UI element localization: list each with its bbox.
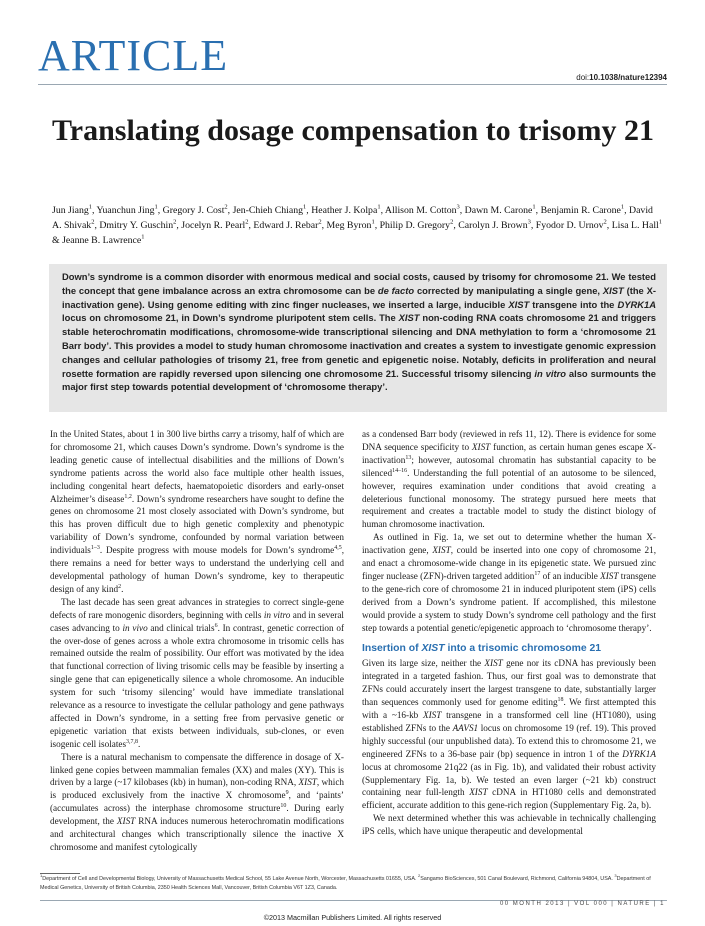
body-paragraph: In the United States, about 1 in 300 live births carry a trisomy, half of which are for chromosome 21, which causes Down’s syndrome. Down’s syndrome is the leading genetic cause of intellectual disabilities and the millions of Down’s syndrome patients across the world also face multiple other health issues, including congenital heart defects, haematopoietic disorders and early-onset Alzheimer’s disease$^{1,2}$. Down’s syndrome researchers have sought to define the genes on chromosome 21 most closely associated with Down’s syndrome, but this has proven difficult due to high genetic complexity and phenotypic variability of Down’s syndrome, confounded by normal variation between individuals$^{1-3}$. Despite progress with mouse models for Down’s syndrome$^{4,5}$, there remains a need for better ways to understand the underlying cell and developmental pathology of human Down’s syndrome, key to therapeutic design of any kind$^2$. bbox=[50, 429, 344, 594]
body-paragraph: Given its large size, neither the XIST gene nor its cDNA has previously been integrated in a targeted fashion. Thus, our first goal was to demonstrate that ZFNs could accurately insert the largest transgene to date, substantially larger than sequences commonly used for genome editing$^{18}$. We first attempted this with a ~16-kb XIST transgene in a transformed cell line (HT1080), using established ZFNs to the AAVS1 locus on chromosome 19 (ref. 19). This proved highly successful (our unpublished data). To extend this to chromosome 21, we engineered ZFNs to a 36-base pair (bp) sequence in intron 1 of the DYRK1A locus at chromosome 21q22 (as in Fig. 1b), and validated their robust activity (Supplementary Fig. 1a, b). We tested an even larger (~21 kb) construct containing near full-length XIST cDNA in HT1080 cells and demonstrated efficient, accurate addition to this gene-rich region (Supplementary Fig. 2a, b). bbox=[362, 658, 657, 811]
abstract-text: Down’s syndrome is a common disorder with enormous medical and social costs, caused by trisomy for chromosome 21. We tested the concept that gene imbalance across an extra chromosome can be de facto corrected by manipulating a single gene, XIST (the X-inactivation gene). Using genome editing with zinc finger nucleases, we inserted a large, inducible XIST transgene into the DYRK1A locus on chromosome 21, in Down’s syndrome pluripotent stem cells. The XIST non-coding RNA coats chromosome 21 and triggers stable heterochromatin modifications, chromosome-wide transcriptional silencing and DNA methylation to form a ‘chromosome 21 Barr body’. This provides a model to study human chromosome inactivation and creates a system to investigate genomic expression changes and cellular pathologies of trisomy 21, free from genetic and epigenetic noise. Notably, deficits in proliferation and neural rosette formation are rapidly reversed upon silencing one chromosome 21. Successful trisomy silencing in vitro also surmounts the major first step towards potential development of ‘chromosome therapy’. bbox=[62, 271, 656, 393]
section-label: ARTICLE bbox=[38, 31, 229, 80]
footnote-rule bbox=[40, 873, 80, 874]
body-column-left bbox=[50, 428, 344, 854]
doi-line bbox=[576, 73, 667, 82]
author-list: Jun Jiang$^1$, Yuanchun Jing$^1$, Gregory J. Cost$^2$, Jen-Chieh Chiang$^1$, Heather J. Kolpa$^1$, Allison M. Cotton$^3$, Dawn M. Carone$^1$, Benjamin R. Carone$^1$, David A. Shivak$^2$, Dmitry Y. Guschin$^2$, Jocelyn R. Pearl$^2$, Edward J. Rebar$^2$, Meg Byron$^1$, Philip D. Gregory$^2$, Carolyn J. Brown$^3$, Fyodor D. Urnov$^2$, Lisa L. Hall$^1$ & Jeanne B. Lawrence$^1$ bbox=[52, 203, 663, 246]
copyright-line: ©2013 Macmillan Publishers Limited. All rights reserved bbox=[263, 913, 442, 922]
body-paragraph: There is a natural mechanism to compensate the difference in dosage of X-linked gene copies between mammalian females (XX) and males (XY). This is driven by a large (~17 kilobases (kb) in human), non-coding RNA, XIST, which is produced exclusively from the inactive X chromosome$^9$, and ‘paints’ (accumulates across) the interphase chromosome structure$^{10}$. During early development, the XIST RNA induces numerous heterochromatin modifications and architectural changes which transcriptionally silence the inactive X chromosome and manifest cytologically bbox=[50, 751, 345, 852]
doi-prefix: doi: bbox=[576, 73, 590, 82]
body-paragraph: As outlined in Fig. 1a, we set out to determine whether the human X-inactivation gene, XIST, could be inserted into one copy of chromosome 21, and enact a chromosome-wide change in its epigenetic state. We pursued zinc finger nuclease (ZFN)-driven targeted addition$^{17}$ of an inducible XIST transgene to the gene-rich core of chromosome 21 in induced pluripotent stem (iPS) cells derived from a Down’s syndrome patient. If accomplished, this milestone would provide a system to study Down’s syndrome cell pathology and the first step towards a potential genetic/epigenetic approach to ‘chromosome therapy’. bbox=[362, 532, 656, 633]
section-heading: Insertion of XIST into a trisomic chromosome 21 bbox=[362, 642, 602, 654]
body-column-right bbox=[362, 428, 656, 838]
affiliations-footnote: $^1$Department of Cell and Developmental Biology, University of Massachusetts Medical School, 55 Lake Avenue North, Worcester, Massachusetts 01655, USA. $^2$Sangamo BioSciences, 501 Canal Boulevard, Richmond, California 94804, USA. $^3$Department of Medical Genetics, University of British Columbia, 2350 Health Sciences Mall, Vancouver, British Columbia V6T 1Z3, Canada. bbox=[40, 873, 651, 891]
body-paragraph: The last decade has seen great advances in strategies to correct single-gene defects of rare monogenic disorders, beginning with cells in vitro and in several cases advancing to in vivo and clinical trials$^6$. In contrast, genetic correction of the over-dose of genes across a whole extra chromosome in trisomic cells has remained outside the realm of possibility. Our effort was motivated by the idea that functional correction of living trisomic cells may be feasible by inserting a single gene that can epigenetically silence a whole chromosome. An inducible system for such ‘trisomy silencing’ would have immediate translational relevance as a resource to investigate the cellular pathology and gene pathways affected in Down’s syndrome, in a setting free from pervasive genetic or epigenetic variation that exists between individuals, sub-clones, or even isogenic cell isolates$^{3,7,8}$. bbox=[50, 596, 344, 749]
header-rule bbox=[38, 84, 667, 85]
doi-value[interactable]: 10.1038/nature12394 bbox=[589, 73, 667, 82]
article-title: Translating dosage compensation to trisomy 21 bbox=[52, 114, 654, 147]
body-paragraph: We next determined whether this was achievable in technically challenging iPS cells, which have unique therapeutic and developmental bbox=[362, 813, 656, 837]
body-paragraph: as a condensed Barr body (reviewed in refs 11, 12). There is evidence for some DNA sequence specificity to XIST function, as certain human genes escape X-inactivation$^{13}$; however, autosomal chromatin has substantial capacity to be silenced$^{14-16}$. Understanding the full potential of an autosome to be silenced, however, requires examination under conditions that avoid creating a deleterious functional monosomy. The strategy pursued here meets that requirement and creates a tractable model to study the distinct biology of human chromosome inactivation. bbox=[362, 429, 656, 530]
running-footer: 00 MONTH 2013 | VOL 000 | NATURE | 1 bbox=[499, 901, 665, 907]
